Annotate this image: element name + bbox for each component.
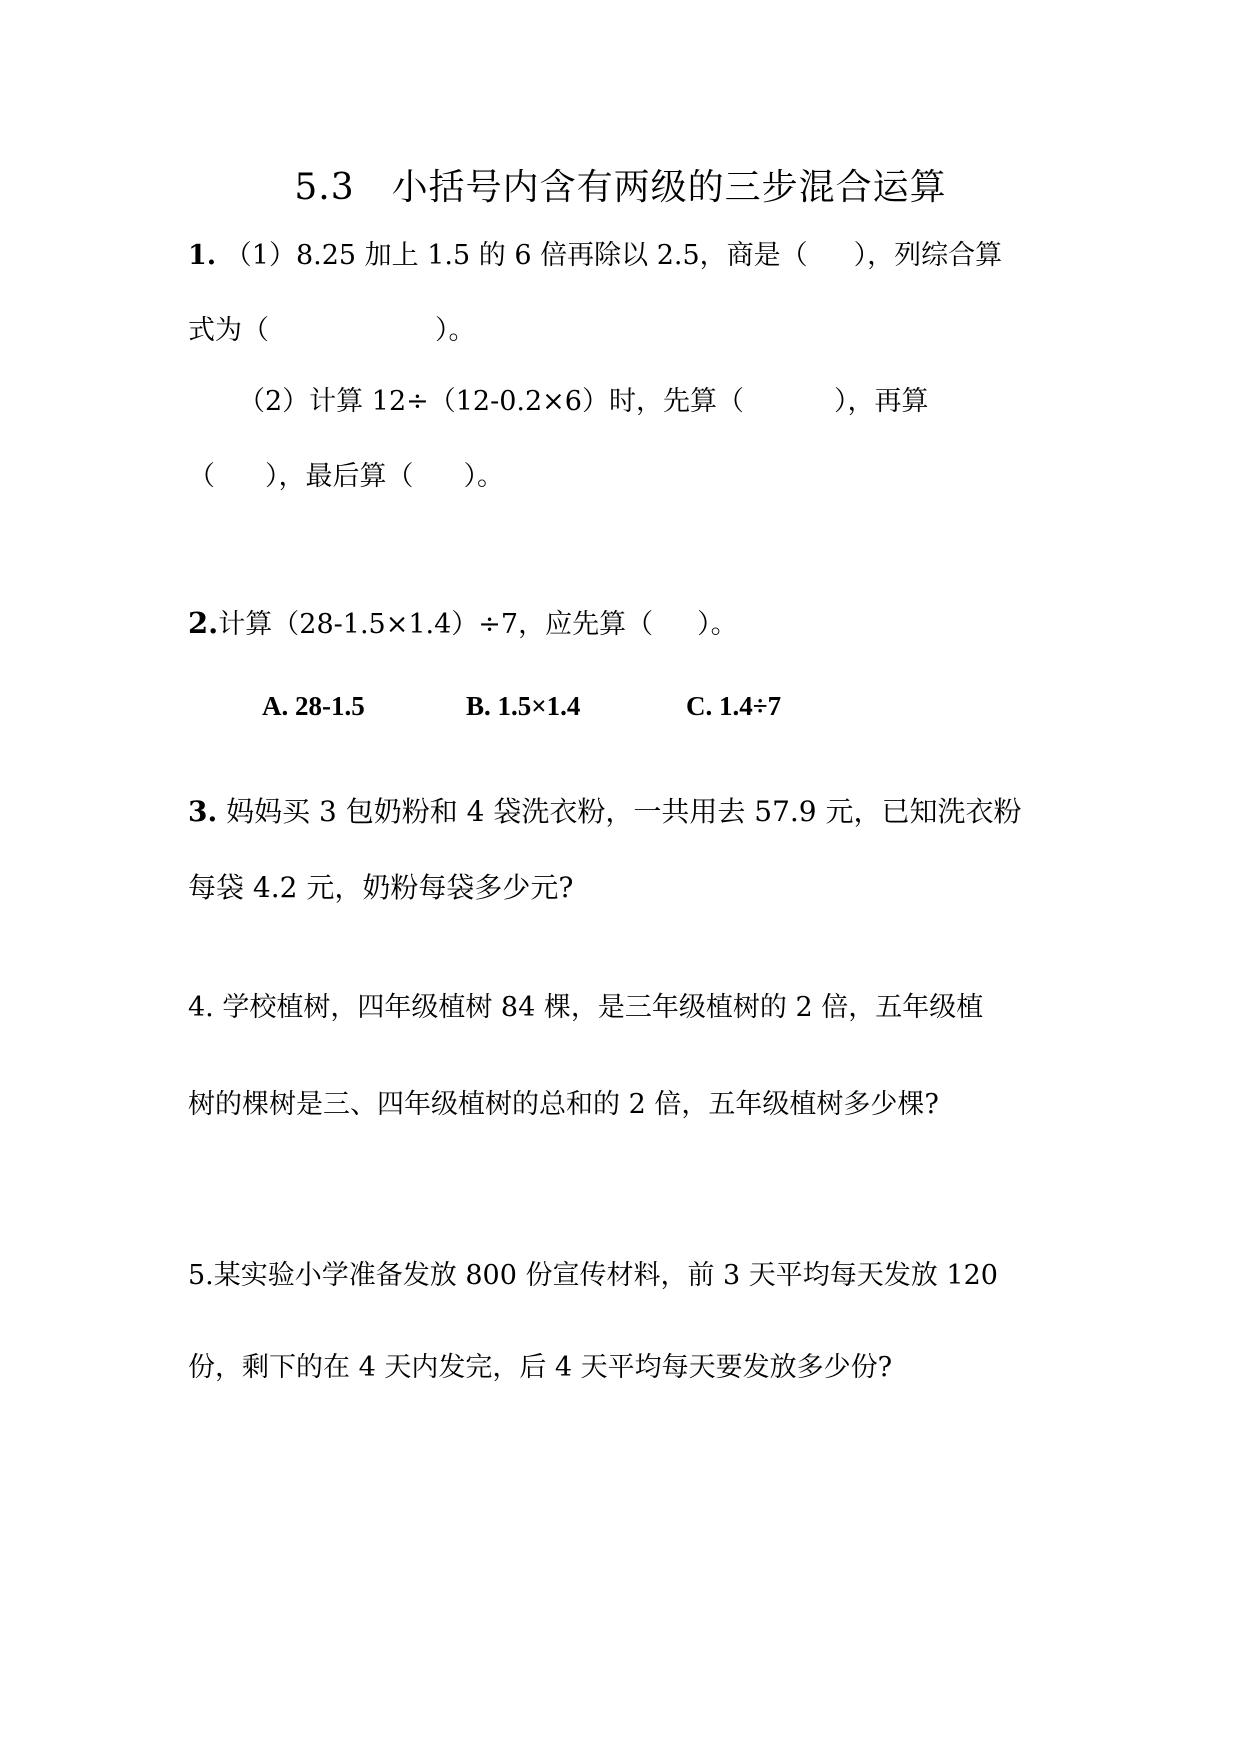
q4-line2: 树的棵树是三、四年级植树的总和的 2 倍，五年级植树多少棵? (188, 1089, 939, 1120)
q2-number: 2. (188, 606, 219, 640)
q1-part1-text: （1）8.25 加上 1.5 的 6 倍再除以 2.5，商是（ (224, 240, 808, 271)
q1-part2-last-label: ），最后算（ (265, 461, 414, 492)
q3-number: 3. (188, 795, 218, 828)
q1-part1-formula-end: ）。 (435, 315, 476, 346)
q2-option-a: A. 28-1.5 (262, 691, 365, 721)
q1-part2-text: （2）计算 12÷（12-0.2×6）时，先算（ (238, 386, 744, 417)
q1-line4 (188, 457, 504, 497)
q1-part1-formula-label: 式为（ (188, 315, 269, 346)
q3-text: 妈妈买 3 包奶粉和 4 袋洗衣粉，一共用去 57.9 元，已知洗衣粉 (217, 795, 1022, 828)
q2-option-b: B. 1.5×1.4 (466, 691, 581, 721)
q1-part2-open: （ (188, 461, 215, 492)
q2-option-c: C. 1.4÷7 (686, 691, 782, 721)
q3-line1 (188, 792, 1022, 832)
q1-number: 1. (188, 240, 217, 271)
q1-part2-end: ）。 (463, 461, 504, 492)
q1-line2 (188, 311, 476, 351)
q1-line1 (188, 236, 1002, 276)
q1-part1-text-cont: ），列综合算 (853, 240, 1003, 271)
q5-line2: 份，剩下的在 4 天内发完，后 4 天平均每天要发放多少份? (188, 1352, 893, 1383)
q2-line1 (188, 603, 738, 645)
q5-line1: 5.某实验小学准备发放 800 份宣传材料，前 3 天平均每天发放 120 (188, 1260, 998, 1291)
q1-part2-text-cont: ），再算 (833, 386, 929, 417)
page-title: 5.3 小括号内含有两级的三步混合运算 (294, 167, 947, 208)
q4-line1: 4. 学校植树，四年级植树 84 棵，是三年级植树的 2 倍，五年级植 (188, 992, 984, 1023)
q2-text-end: ）。 (697, 609, 738, 640)
q1-line3 (238, 382, 928, 422)
q3-line2: 每袋 4.2 元，奶粉每袋多少元? (188, 871, 574, 904)
q2-text: 计算（28-1.5×1.4）÷7，应先算（ (218, 609, 654, 640)
